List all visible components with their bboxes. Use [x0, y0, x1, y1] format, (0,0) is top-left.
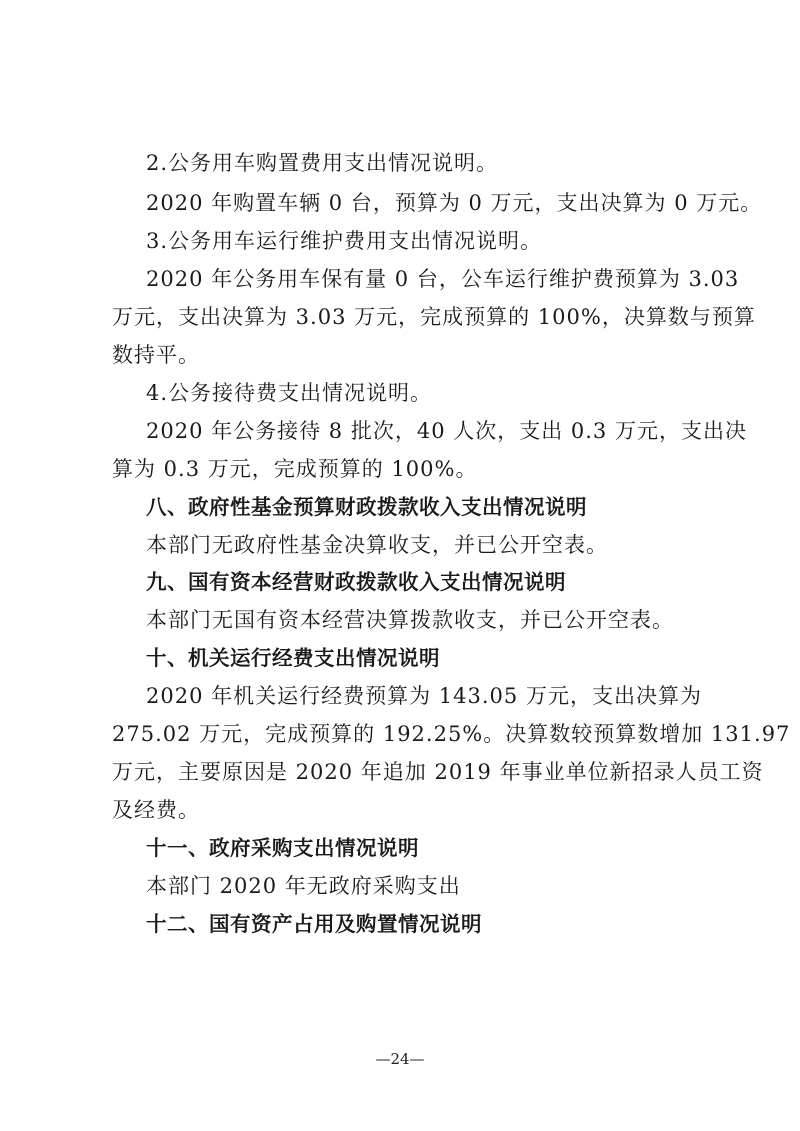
car-maintenance-line-3: 数持平。: [112, 343, 200, 367]
section-11-body: 本部门 2020 年无政府采购支出: [146, 874, 461, 898]
section-10-heading: 十、机关运行经费支出情况说明: [146, 646, 440, 670]
car-maintenance-line-2: 万元，支出决算为 3.03 万元，完成预算的 100%，决算数与预算: [112, 305, 756, 329]
car-maintenance-line-1: 2020 年公务用车保有量 0 台，公车运行维护费预算为 3.03: [146, 267, 740, 291]
section-8-heading: 八、政府性基金预算财政拨款收入支出情况说明: [146, 495, 587, 519]
reception-line-2: 算为 0.3 万元，完成预算的 100%。: [112, 457, 478, 481]
section-12-heading: 十二、国有资产占用及购置情况说明: [146, 912, 482, 936]
page-number: —24—: [375, 1050, 425, 1068]
section-10-line-3: 万元，主要原因是 2020 年追加 2019 年事业单位新招录人员工资: [112, 760, 764, 784]
section-9-body: 本部门无国有资本经营决算拨款收支，并已公开空表。: [146, 608, 674, 632]
car-purchase-body: 2020 年购置车辆 0 台，预算为 0 万元，支出决算为 0 万元。: [146, 191, 763, 215]
reception-line-1: 2020 年公务接待 8 批次，40 人次，支出 0.3 万元，支出决: [146, 419, 747, 443]
reception-title: 4.公务接待费支出情况说明。: [146, 381, 433, 405]
section-10-line-4: 及经费。: [112, 798, 200, 822]
section-9-heading: 九、国有资本经营财政拨款收入支出情况说明: [146, 570, 566, 594]
section-10-line-2: 275.02 万元，完成预算的 192.25%。决算数较预算数增加 131.97: [112, 722, 791, 746]
section-8-body: 本部门无政府性基金决算收支，并已公开空表。: [146, 533, 608, 557]
car-maintenance-title: 3.公务用车运行维护费用支出情况说明。: [146, 229, 543, 253]
section-10-line-1: 2020 年机关运行经费预算为 143.05 万元，支出决算为: [146, 684, 702, 708]
car-purchase-title: 2.公务用车购置费用支出情况说明。: [146, 151, 499, 175]
section-11-heading: 十一、政府采购支出情况说明: [146, 836, 419, 860]
